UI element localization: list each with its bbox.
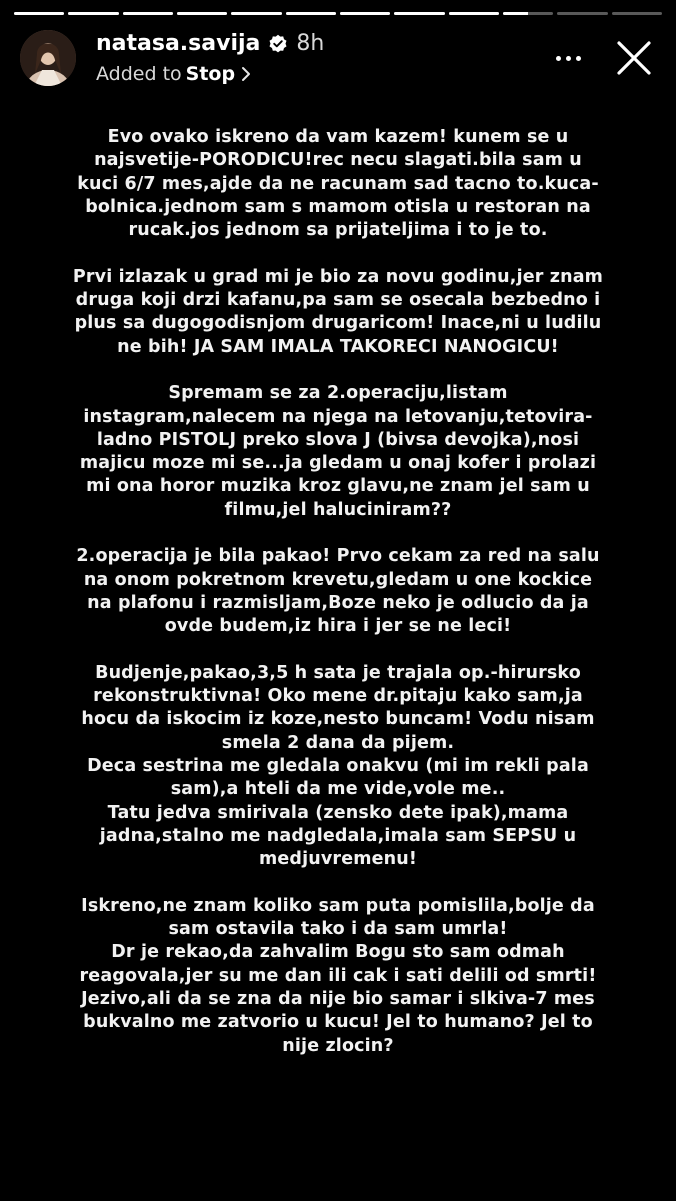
story-text-line: Prvi izlazak u grad mi je bio za novu godinu,jer znam [72, 266, 604, 287]
avatar-portrait-icon [20, 30, 76, 86]
story-header [20, 28, 656, 88]
highlight-name: Stop [185, 63, 236, 85]
progress-segment [557, 12, 607, 15]
story-paragraph [40, 895, 636, 1058]
story-text-line: ladno PISTOLJ preko slova J (bivsa devojka),nosi [96, 429, 580, 450]
story-text-line: instagram,nalecem na njega na letovanju,tetovira- [83, 406, 593, 427]
username-link[interactable]: natasa.savija [96, 31, 261, 56]
progress-segment [340, 12, 390, 15]
story-text-line: Deca sestrina me gledala onakvu (mi im rekli pala [87, 756, 589, 777]
progress-segment-fill [503, 12, 528, 15]
progress-segment-fill [231, 12, 281, 15]
story-text-line: rekonstruktivna! Oko mene dr.pitaju kako sam,ja [93, 686, 583, 707]
story-paragraph [40, 545, 636, 638]
progress-segment [123, 12, 173, 15]
story-paragraph [40, 266, 636, 359]
story-text-line: Evo ovako iskreno da vam kazem! kunem se u [107, 127, 569, 147]
story-text-line: filmu,jel haluciniram?? [224, 499, 452, 520]
progress-segment [612, 12, 662, 15]
progress-segment-fill [449, 12, 499, 15]
added-to-label: Added to [96, 63, 182, 85]
more-options-button[interactable] [548, 46, 588, 70]
story-text-line: bolnica.jednom sam s mamom otisla u restoran na [85, 196, 591, 217]
progress-segment-fill [394, 12, 444, 15]
progress-segment [394, 12, 444, 15]
verified-badge-icon [268, 34, 288, 54]
story-text-line: jadna,stalno me nadgledala,imala sam SEPSU u [99, 825, 577, 846]
story-text-line: na plafonu i razmisljam,Boze neko je odlucio da ja [87, 592, 589, 613]
profile-avatar[interactable] [20, 30, 76, 86]
story-text-content [40, 126, 636, 1081]
story-text-line: plus sa dugogodisnjom drugaricom! Inace,ni u ludilu [74, 313, 602, 334]
more-dots-icon [576, 56, 581, 61]
story-text-line: 2.operacija je bila pakao! Prvo cekam za red na salu [76, 546, 600, 567]
story-paragraph [40, 382, 636, 522]
story-text-line: majicu moze mi se...ja gledam u onaj kofer i prolazi [79, 453, 597, 474]
progress-segment-fill [177, 12, 227, 15]
more-dots-icon [556, 56, 561, 61]
story-text-line: ovde budem,iz hira i jer se ne leci! [164, 616, 512, 637]
story-text-line: Jezivo,ali da se zna da nije bio samar i slkiva-7 mes [81, 988, 595, 1009]
story-text-line: druga koji drzi kafanu,pa sam se osecala bezbedno i [75, 290, 601, 311]
story-text-line: sam ostavila tako i da sam umrla! [168, 919, 508, 940]
progress-segment [286, 12, 336, 15]
close-button[interactable] [612, 36, 656, 80]
progress-segment-fill [14, 12, 64, 15]
story-text-line: Dr je rekao,da zahvalim Bogu sto sam odmah [111, 942, 565, 963]
story-text-line: smela 2 dana da pijem. [221, 732, 455, 753]
story-text-line: medjuvremenu! [259, 849, 417, 870]
story-text-line: sam),a hteli da me vide,vole me.. [170, 779, 506, 800]
story-text-line: rucak.jos jednom sa prijateljima i to je to. [128, 220, 548, 241]
progress-segment [231, 12, 281, 15]
post-time: 8h [296, 31, 325, 56]
story-text-line: bukvalno me zatvorio u kucu! Jel to humano? Jel to [83, 1012, 593, 1033]
story-text-line: na onom pokretnom krevetu,gledam u one kockice [83, 569, 593, 590]
story-text-line: reagovala,jer su me dan ili cak i sati delili od smrti! [79, 965, 597, 986]
progress-segment-fill [123, 12, 173, 15]
progress-segment [68, 12, 118, 15]
progress-segment [14, 12, 64, 15]
progress-segment [449, 12, 499, 15]
story-text-line: nije zlocin? [282, 1035, 394, 1056]
added-to-highlight-link[interactable] [96, 62, 324, 86]
progress-segment [177, 12, 227, 15]
story-paragraph [40, 126, 636, 242]
story-text-line: mi ona horor muzika kroz glavu,ne znam jel sam u [86, 476, 590, 497]
story-paragraph [40, 662, 636, 872]
progress-segment-fill [68, 12, 118, 15]
story-text-line: Budjenje,pakao,3,5 h sata je trajala op.-hirursko [95, 662, 581, 683]
story-text-line: Tatu jedva smirivala (zensko dete ipak),mama [107, 802, 569, 823]
progress-segment-fill [340, 12, 390, 15]
user-info [96, 30, 324, 86]
story-text-line: ne bih! JA SAM IMALA TAKORECI NANOGICU! [117, 336, 559, 357]
story-text-line: Spremam se za 2.operaciju,listam [168, 383, 508, 404]
story-text-line: kuci 6/7 mes,ajde da ne racunam sad tacno to.kuca- [77, 173, 599, 194]
close-icon [612, 36, 656, 80]
progress-segment-fill [286, 12, 336, 15]
story-text-line: Iskreno,ne znam koliko sam puta pomislila,bolje da [81, 895, 595, 916]
chevron-right-icon [239, 66, 253, 82]
story-text-line: hocu da iskocim iz koze,nesto buncam! Vodu nisam [81, 709, 595, 730]
more-dots-icon [566, 56, 571, 61]
story-progress-bar [14, 12, 662, 16]
progress-segment [503, 12, 553, 15]
story-text-line: najsvetije-PORODICU!rec necu slagati.bila sam u [94, 150, 582, 171]
